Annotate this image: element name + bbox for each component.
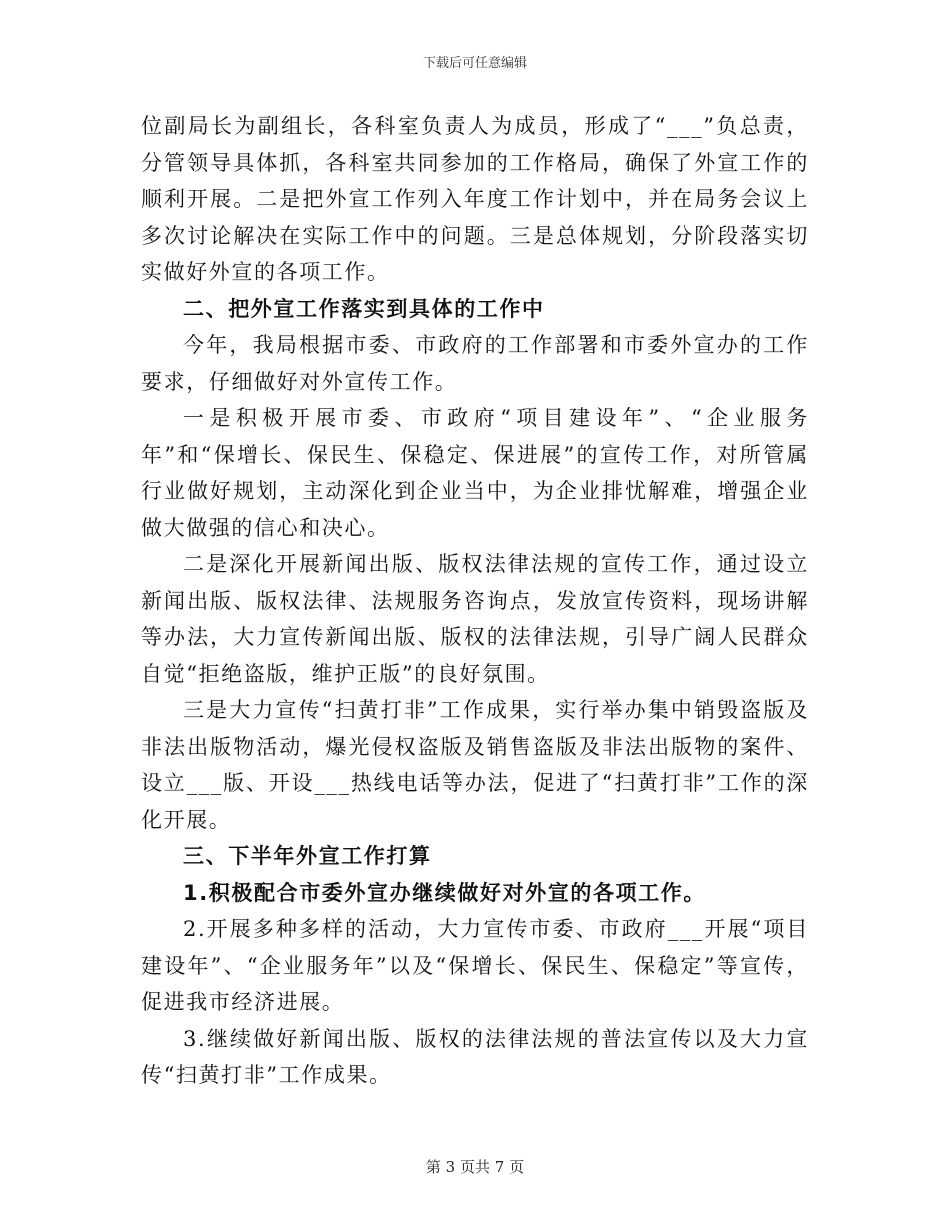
list-item: 3.继续做好新闻出版、版权的法律法规的普法宣传以及大力宣传“扫黄打非”工作成果。 — [141, 1026, 809, 1087]
body-paragraph: 二是深化开展新闻出版、版权法律法规的宣传工作，通过设立新闻出版、版权法律、法规服务咨询点，发放宣传资料，现场讲解等办法，大力宣传新闻出版、版权的法律法规，引导广阔人民群众自觉“拒绝盗版，维护正版”的良好氛围。 — [141, 552, 809, 686]
list-item: 2.开展多种多样的活动，大力宣传市委、市政府___开展“项目建设年”、“企业服务年”以及“保增长、保民生、保稳定”等宣传，促进我市经济进展。 — [141, 917, 809, 1014]
body-paragraph: 今年，我局根据市委、市政府的工作部署和市委外宣办的工作要求，仔细做好对外宣传工作。 — [141, 333, 809, 394]
body-paragraph: 位副局长为副组长，各科室负责人为成员，形成了“___”负总责，分管领导具体抓，各科室共同参加的工作格局，确保了外宣工作的顺利开展。二是把外宣工作列入年度工作计划中，并在局务会议上多次讨论解决在实际工作中的问题。三是总体规划，分阶段落实切实做好外宣的各项工作。 — [141, 114, 809, 284]
page-footer: 第 3 页共 7 页 — [425, 1158, 525, 1176]
header-note: 下载后可任意编辑 — [422, 56, 527, 71]
section-heading: 三、下半年外宣工作打算 — [183, 844, 432, 868]
body-paragraph: 一是积极开展市委、市政府“项目建设年”、“企业服务年”和“保增长、保民生、保稳定、保进展”的宣传工作，对所管属行业做好规划，主动深化到企业当中，为企业排忧解难，增强企业做大做强的信心和决心。 — [141, 406, 809, 540]
body-paragraph: 三是大力宣传“扫黄打非”工作成果，实行举办集中销毁盗版及非法出版物活动，爆光侵权盗版及销售盗版及非法出版物的案件、设立___版、开设___热线电话等办法，促进了“扫黄打非”工作的深化开展。 — [141, 698, 809, 832]
document-body — [141, 108, 809, 1094]
sub-heading: 1.积极配合市委外宣办继续做好对外宣的各项工作。 — [183, 880, 706, 905]
section-heading: 二、把外宣工作落实到具体的工作中 — [183, 296, 545, 321]
